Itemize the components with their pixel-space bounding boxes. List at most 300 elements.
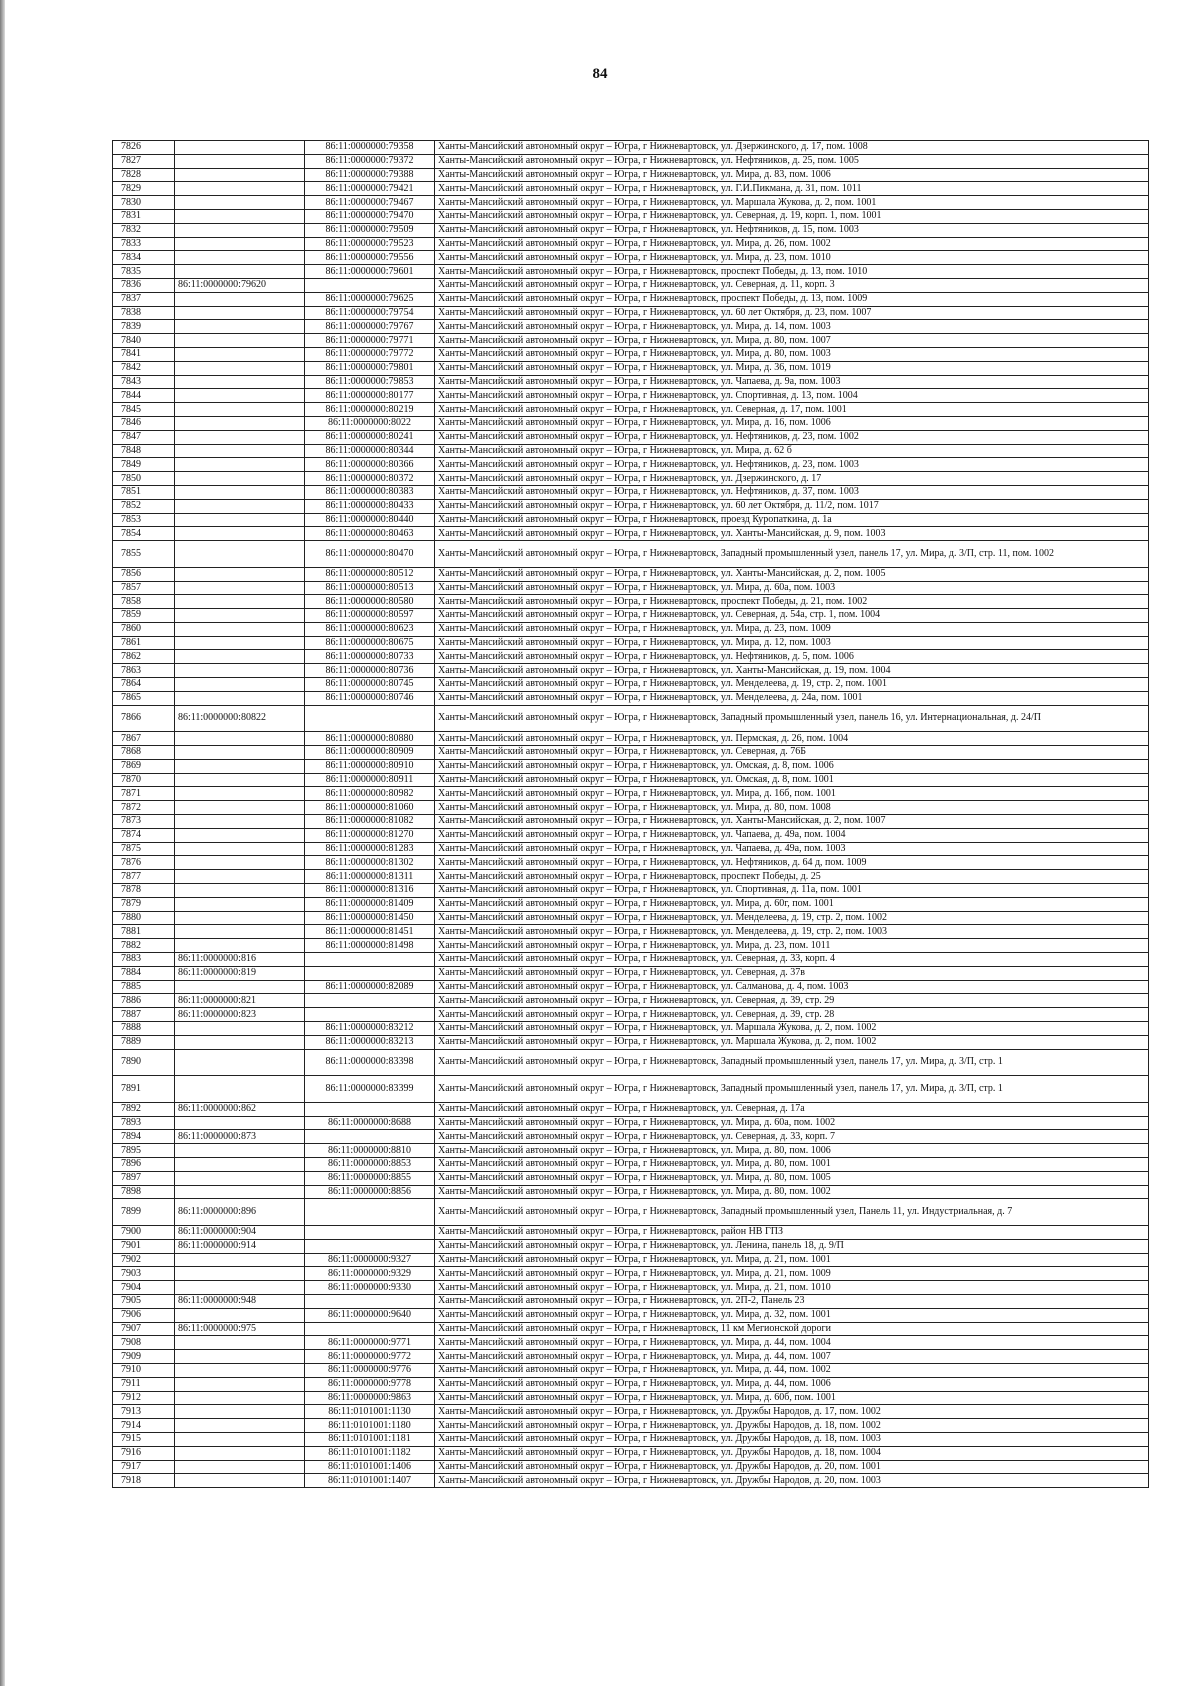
cadastral-number-2-cell: 86:11:0000000:80623 [305,622,435,636]
row-number-cell: 7897 [113,1171,175,1185]
address-cell: Ханты-Мансийский автономный округ – Югра, г Нижневартовск, Западный промышленный узел, панель 17, ул. Мира, д. 3/П, стр. 1 [435,1049,1149,1076]
row-number-cell: 7904 [113,1281,175,1295]
address-cell: Ханты-Мансийский автономный округ – Югра, г Нижневартовск, ул. Северная, д. 76Б [435,746,1149,760]
row-number-cell: 7878 [113,884,175,898]
cadastral-number-2-cell: 86:11:0000000:79767 [305,320,435,334]
cadastral-number-1-cell [175,403,305,417]
table-row [113,705,1149,732]
address-cell: Ханты-Мансийский автономный округ – Югра, г Нижневартовск, Западный промышленный узел, Панель 11, ул. Индустриальная, д. 7 [435,1199,1149,1226]
cadastral-number-2-cell [305,994,435,1008]
row-number-cell: 7899 [113,1199,175,1226]
cadastral-number-1-cell [175,1460,305,1474]
row-number-cell: 7911 [113,1377,175,1391]
cadastral-number-2-cell: 86:11:0000000:81060 [305,801,435,815]
address-cell: Ханты-Мансийский автономный округ – Югра, г Нижневартовск, ул. Мира, д. 16б, пом. 1001 [435,787,1149,801]
cadastral-number-2-cell: 86:11:0000000:81311 [305,870,435,884]
address-cell: Ханты-Мансийский автономный округ – Югра, г Нижневартовск, ул. Мира, д. 16, пом. 1006 [435,416,1149,430]
row-number-cell: 7871 [113,787,175,801]
table-row [113,664,1149,678]
table-row [113,306,1149,320]
cadastral-number-1-cell [175,1432,305,1446]
cadastral-number-1-cell [175,1185,305,1199]
cadastral-number-2-cell [305,705,435,732]
table-row [113,1102,1149,1116]
table-row [113,609,1149,623]
cadastral-number-1-cell [175,196,305,210]
table-row [113,773,1149,787]
table-row [113,430,1149,444]
row-number-cell: 7895 [113,1144,175,1158]
row-number-cell: 7869 [113,759,175,773]
row-number-cell: 7863 [113,664,175,678]
cadastral-number-1-cell [175,1474,305,1488]
row-number-cell: 7860 [113,622,175,636]
row-number-cell: 7898 [113,1185,175,1199]
cadastral-number-1-cell: 86:11:0000000:975 [175,1322,305,1336]
row-number-cell: 7917 [113,1460,175,1474]
table-row [113,1199,1149,1226]
cadastral-number-1-cell [175,1022,305,1036]
cadastral-number-1-cell [175,1308,305,1322]
cadastral-number-2-cell: 86:11:0000000:81270 [305,828,435,842]
address-cell: Ханты-Мансийский автономный округ – Югра, г Нижневартовск, ул. Ханты-Мансийская, д. 9, пом. 1003 [435,527,1149,541]
row-number-cell: 7842 [113,361,175,375]
table-row [113,334,1149,348]
cadastral-number-1-cell [175,168,305,182]
cadastral-number-1-cell [175,513,305,527]
cadastral-number-1-cell [175,911,305,925]
address-cell: Ханты-Мансийский автономный округ – Югра, г Нижневартовск, ул. Мира, д. 80, пом. 1006 [435,1144,1149,1158]
row-number-cell: 7850 [113,472,175,486]
cadastral-number-2-cell: 86:11:0000000:80733 [305,650,435,664]
cadastral-number-1-cell [175,541,305,568]
address-cell: Ханты-Мансийский автономный округ – Югра, г Нижневартовск, проспект Победы, д. 13, пом. 1010 [435,265,1149,279]
table-row [113,444,1149,458]
cadastral-number-2-cell [305,953,435,967]
row-number-cell: 7876 [113,856,175,870]
cadastral-number-1-cell [175,828,305,842]
address-cell: Ханты-Мансийский автономный округ – Югра, г Нижневартовск, Западный промышленный узел, панель 16, ул. Интернациональная, д. 24/П [435,705,1149,732]
row-number-cell: 7900 [113,1225,175,1239]
address-cell: Ханты-Мансийский автономный округ – Югра, г Нижневартовск, ул. Нефтяников, д. 37, пом. 1003 [435,485,1149,499]
cadastral-number-2-cell: 86:11:0000000:9640 [305,1308,435,1322]
row-number-cell: 7874 [113,828,175,842]
row-number-cell: 7866 [113,705,175,732]
address-cell: Ханты-Мансийский автономный округ – Югра, г Нижневартовск, ул. Г.И.Пикмана, д. 31, пом. 1011 [435,182,1149,196]
cadastral-number-2-cell: 86:11:0000000:80241 [305,430,435,444]
cadastral-number-2-cell: 86:11:0000000:81316 [305,884,435,898]
row-number-cell: 7859 [113,609,175,623]
table-row [113,1267,1149,1281]
address-cell: Ханты-Мансийский автономный округ – Югра, г Нижневартовск, ул. Мира, д. 36, пом. 1019 [435,361,1149,375]
row-number-cell: 7870 [113,773,175,787]
address-cell: Ханты-Мансийский автономный округ – Югра, г Нижневартовск, ул. Нефтяников, д. 64 д, пом. 1009 [435,856,1149,870]
table-row [113,265,1149,279]
address-cell: Ханты-Мансийский автономный округ – Югра, г Нижневартовск, ул. Северная, д. 33, корп. 4 [435,953,1149,967]
address-cell: Ханты-Мансийский автономный округ – Югра, г Нижневартовск, ул. Северная, д. 17, пом. 1001 [435,403,1149,417]
cadastral-number-1-cell [175,154,305,168]
cadastral-number-2-cell: 86:11:0000000:79523 [305,237,435,251]
address-cell: Ханты-Мансийский автономный округ – Югра, г Нижневартовск, ул. Мира, д. 21, пом. 1001 [435,1253,1149,1267]
table-row [113,1377,1149,1391]
row-number-cell: 7896 [113,1157,175,1171]
address-cell: Ханты-Мансийский автономный округ – Югра, г Нижневартовск, ул. Мира, д. 80, пом. 1003 [435,347,1149,361]
address-cell: Ханты-Мансийский автономный округ – Югра, г Нижневартовск, ул. Дзержинского, д. 17, пом. 1008 [435,141,1149,155]
cadastral-number-1-cell [175,1116,305,1130]
table-row [113,154,1149,168]
cadastral-number-1-cell [175,1035,305,1049]
cadastral-number-1-cell: 86:11:0000000:821 [175,994,305,1008]
table-row [113,1157,1149,1171]
table-row [113,1432,1149,1446]
cadastral-number-2-cell: 86:11:0000000:80219 [305,403,435,417]
cadastral-number-2-cell: 86:11:0000000:83213 [305,1035,435,1049]
table-row [113,953,1149,967]
address-cell: Ханты-Мансийский автономный округ – Югра, г Нижневартовск, ул. Мира, д. 62 б [435,444,1149,458]
cadastral-number-1-cell [175,622,305,636]
cadastral-number-2-cell: 86:11:0000000:79771 [305,334,435,348]
table-row [113,815,1149,829]
cadastral-number-1-cell: 86:11:0000000:823 [175,1008,305,1022]
address-cell: Ханты-Мансийский автономный округ – Югра, г Нижневартовск, ул. Мира, д. 32, пом. 1001 [435,1308,1149,1322]
address-cell: Ханты-Мансийский автономный округ – Югра, г Нижневартовск, ул. Мира, д. 80, пом. 1005 [435,1171,1149,1185]
table-row [113,1171,1149,1185]
address-cell: Ханты-Мансийский автономный округ – Югра, г Нижневартовск, ул. Мира, д. 83, пом. 1006 [435,168,1149,182]
row-number-cell: 7914 [113,1419,175,1433]
table-row [113,1035,1149,1049]
address-cell: Ханты-Мансийский автономный округ – Югра, г Нижневартовск, проспект Победы, д. 21, пом. 1002 [435,595,1149,609]
table-row [113,1446,1149,1460]
address-cell: Ханты-Мансийский автономный округ – Югра, г Нижневартовск, ул. Маршала Жукова, д. 2, пом. 1002 [435,1035,1149,1049]
cadastral-number-1-cell [175,595,305,609]
cadastral-number-1-cell [175,499,305,513]
cadastral-number-1-cell [175,746,305,760]
cadastral-number-1-cell [175,292,305,306]
cadastral-number-1-cell [175,1267,305,1281]
cadastral-number-2-cell: 86:11:0000000:80580 [305,595,435,609]
table-row [113,746,1149,760]
address-cell: Ханты-Мансийский автономный округ – Югра, г Нижневартовск, ул. Мира, д. 44, пом. 1002 [435,1363,1149,1377]
table-row [113,1116,1149,1130]
address-cell: Ханты-Мансийский автономный округ – Югра, г Нижневартовск, ул. Дружбы Народов, д. 18, пом. 1004 [435,1446,1149,1460]
address-cell: Ханты-Мансийский автономный округ – Югра, г Нижневартовск, ул. Ханты-Мансийская, д. 2, пом. 1005 [435,567,1149,581]
cadastral-number-1-cell: 86:11:0000000:948 [175,1294,305,1308]
cadastral-number-1-cell [175,527,305,541]
table-row [113,595,1149,609]
cadastral-number-1-cell [175,1076,305,1103]
row-number-cell: 7845 [113,403,175,417]
address-cell: Ханты-Мансийский автономный округ – Югра, г Нижневартовск, Западный промышленный узел, панель 17, ул. Мира, д. 3/П, стр. 1 [435,1076,1149,1103]
cadastral-number-1-cell [175,1144,305,1158]
cadastral-number-2-cell: 86:11:0000000:80372 [305,472,435,486]
cadastral-number-1-cell [175,856,305,870]
cadastral-number-1-cell [175,1157,305,1171]
address-cell: Ханты-Мансийский автономный округ – Югра, г Нижневартовск, ул. Мира, д. 60а, пом. 1003 [435,581,1149,595]
table-row [113,787,1149,801]
cadastral-number-2-cell [305,1130,435,1144]
cadastral-number-1-cell [175,870,305,884]
row-number-cell: 7903 [113,1267,175,1281]
table-row [113,1076,1149,1103]
address-cell: Ханты-Мансийский автономный округ – Югра, г Нижневартовск, ул. 60 лет Октября, д. 11/2, пом. 1017 [435,499,1149,513]
cadastral-number-2-cell: 86:11:0000000:9863 [305,1391,435,1405]
row-number-cell: 7848 [113,444,175,458]
row-number-cell: 7881 [113,925,175,939]
cadastral-number-2-cell: 86:11:0000000:81450 [305,911,435,925]
cadastral-number-2-cell: 86:11:0000000:81409 [305,897,435,911]
address-cell: Ханты-Мансийский автономный округ – Югра, г Нижневартовск, ул. Нефтяников, д. 23, пом. 1003 [435,458,1149,472]
registry-table-body [113,141,1149,1488]
cadastral-number-1-cell [175,1253,305,1267]
address-cell: Ханты-Мансийский автономный округ – Югра, г Нижневартовск, ул. Дружбы Народов, д. 18, пом. 1003 [435,1432,1149,1446]
table-row [113,223,1149,237]
row-number-cell: 7906 [113,1308,175,1322]
cadastral-number-2-cell: 86:11:0000000:79509 [305,223,435,237]
cadastral-number-2-cell: 86:11:0000000:80736 [305,664,435,678]
address-cell: Ханты-Мансийский автономный округ – Югра, г Нижневартовск, ул. Мира, д. 26, пом. 1002 [435,237,1149,251]
cadastral-number-2-cell [305,1102,435,1116]
cadastral-number-1-cell [175,636,305,650]
cadastral-number-1-cell [175,691,305,705]
cadastral-number-2-cell: 86:11:0000000:8022 [305,416,435,430]
row-number-cell: 7883 [113,953,175,967]
cadastral-number-1-cell [175,1446,305,1460]
address-cell: Ханты-Мансийский автономный округ – Югра, г Нижневартовск, ул. Северная, д. 54а, стр. 1, пом. 1004 [435,609,1149,623]
address-cell: Ханты-Мансийский автономный округ – Югра, г Нижневартовск, ул. Северная, д. 17а [435,1102,1149,1116]
cadastral-number-2-cell: 86:11:0000000:79801 [305,361,435,375]
row-number-cell: 7832 [113,223,175,237]
table-row [113,1308,1149,1322]
row-number-cell: 7826 [113,141,175,155]
cadastral-number-1-cell [175,815,305,829]
cadastral-number-1-cell: 86:11:0000000:873 [175,1130,305,1144]
address-cell: Ханты-Мансийский автономный округ – Югра, г Нижневартовск, ул. Менделеева, д. 19, стр. 2, пом. 1002 [435,911,1149,925]
row-number-cell: 7844 [113,389,175,403]
cadastral-number-2-cell: 86:11:0000000:9771 [305,1336,435,1350]
row-number-cell: 7830 [113,196,175,210]
address-cell: Ханты-Мансийский автономный округ – Югра, г Нижневартовск, ул. Дружбы Народов, д. 17, пом. 1002 [435,1405,1149,1419]
address-cell: Ханты-Мансийский автономный округ – Югра, г Нижневартовск, ул. Северная, д. 37в [435,966,1149,980]
cadastral-number-1-cell [175,787,305,801]
cadastral-number-2-cell: 86:11:0000000:81498 [305,939,435,953]
table-row [113,1144,1149,1158]
address-cell: Ханты-Мансийский автономный округ – Югра, г Нижневартовск, ул. Мира, д. 60б, пом. 1001 [435,1391,1149,1405]
address-cell: Ханты-Мансийский автономный округ – Югра, г Нижневартовск, ул. Мира, д. 23, пом. 1011 [435,939,1149,953]
row-number-cell: 7892 [113,1102,175,1116]
cadastral-number-1-cell [175,884,305,898]
cadastral-number-2-cell: 86:11:0000000:80745 [305,678,435,692]
cadastral-number-1-cell: 86:11:0000000:79620 [175,278,305,292]
table-row [113,842,1149,856]
cadastral-number-1-cell [175,842,305,856]
table-row [113,1391,1149,1405]
row-number-cell: 7910 [113,1363,175,1377]
table-row [113,416,1149,430]
table-row [113,1022,1149,1036]
cadastral-number-1-cell [175,980,305,994]
cadastral-number-2-cell: 86:11:0000000:79372 [305,154,435,168]
row-number-cell: 7858 [113,595,175,609]
cadastral-number-1-cell [175,759,305,773]
table-row [113,1405,1149,1419]
cadastral-number-1-cell [175,485,305,499]
row-number-cell: 7862 [113,650,175,664]
table-row [113,691,1149,705]
table-row [113,1130,1149,1144]
row-number-cell: 7894 [113,1130,175,1144]
row-number-cell: 7856 [113,567,175,581]
cadastral-number-2-cell [305,1225,435,1239]
cadastral-number-1-cell [175,650,305,664]
table-row [113,1049,1149,1076]
cadastral-number-1-cell [175,581,305,595]
table-row [113,966,1149,980]
cadastral-number-2-cell: 86:11:0000000:80512 [305,567,435,581]
address-cell: Ханты-Мансийский автономный округ – Югра, г Нижневартовск, ул. Северная, д. 39, стр. 28 [435,1008,1149,1022]
cadastral-number-2-cell: 86:11:0000000:79556 [305,251,435,265]
cadastral-number-2-cell: 86:11:0000000:80470 [305,541,435,568]
table-row [113,182,1149,196]
cadastral-number-1-cell [175,237,305,251]
address-cell: Ханты-Мансийский автономный округ – Югра, г Нижневартовск, ул. Нефтяников, д. 25, пом. 1005 [435,154,1149,168]
cadastral-number-2-cell [305,1199,435,1226]
address-cell: Ханты-Мансийский автономный округ – Югра, г Нижневартовск, ул. Нефтяников, д. 5, пом. 1006 [435,650,1149,664]
row-number-cell: 7855 [113,541,175,568]
address-cell: Ханты-Мансийский автономный округ – Югра, г Нижневартовск, Западный промышленный узел, панель 17, ул. Мира, д. 3/П, стр. 11, пом. 1002 [435,541,1149,568]
row-number-cell: 7849 [113,458,175,472]
cadastral-number-2-cell: 86:11:0000000:81082 [305,815,435,829]
cadastral-number-1-cell [175,141,305,155]
cadastral-number-1-cell [175,306,305,320]
address-cell: Ханты-Мансийский автономный округ – Югра, г Нижневартовск, ул. Ханты-Мансийская, д. 2, пом. 1007 [435,815,1149,829]
row-number-cell: 7865 [113,691,175,705]
row-number-cell: 7837 [113,292,175,306]
table-row [113,1336,1149,1350]
cadastral-number-1-cell [175,430,305,444]
table-row [113,347,1149,361]
row-number-cell: 7841 [113,347,175,361]
table-row [113,650,1149,664]
row-number-cell: 7901 [113,1239,175,1253]
cadastral-number-1-cell [175,1336,305,1350]
row-number-cell: 7867 [113,732,175,746]
address-cell: Ханты-Мансийский автономный округ – Югра, г Нижневартовск, ул. Мира, д. 21, пом. 1010 [435,1281,1149,1295]
scan-edge-shadow [0,0,5,1686]
cadastral-number-2-cell: 86:11:0000000:79388 [305,168,435,182]
table-row [113,856,1149,870]
cadastral-number-2-cell: 86:11:0000000:79754 [305,306,435,320]
cadastral-number-1-cell [175,664,305,678]
row-number-cell: 7889 [113,1035,175,1049]
row-number-cell: 7884 [113,966,175,980]
page-number: 84 [592,66,608,82]
table-row [113,1350,1149,1364]
row-number-cell: 7857 [113,581,175,595]
address-cell: Ханты-Мансийский автономный округ – Югра, г Нижневартовск, ул. Ханты-Мансийская, д. 19, пом. 1004 [435,664,1149,678]
cadastral-number-2-cell: 86:11:0000000:80597 [305,609,435,623]
table-row [113,622,1149,636]
address-cell: Ханты-Мансийский автономный округ – Югра, г Нижневартовск, ул. Дзержинского, д. 17 [435,472,1149,486]
cadastral-number-2-cell [305,278,435,292]
cadastral-number-2-cell: 86:11:0000000:8853 [305,1157,435,1171]
cadastral-number-1-cell [175,1391,305,1405]
cadastral-number-1-cell [175,939,305,953]
table-row [113,925,1149,939]
cadastral-number-1-cell [175,251,305,265]
row-number-cell: 7853 [113,513,175,527]
cadastral-number-1-cell [175,265,305,279]
table-row [113,485,1149,499]
row-number-cell: 7913 [113,1405,175,1419]
row-number-cell: 7854 [113,527,175,541]
table-row [113,870,1149,884]
table-row [113,389,1149,403]
address-cell: Ханты-Мансийский автономный округ – Югра, г Нижневартовск, ул. Чапаева, д. 49а, пом. 1004 [435,828,1149,842]
row-number-cell: 7864 [113,678,175,692]
cadastral-number-2-cell: 86:11:0000000:81451 [305,925,435,939]
cadastral-number-2-cell: 86:11:0000000:79358 [305,141,435,155]
table-row [113,513,1149,527]
table-row [113,801,1149,815]
row-number-cell: 7831 [113,209,175,223]
address-cell: Ханты-Мансийский автономный округ – Югра, г Нижневартовск, проспект Победы, д. 25 [435,870,1149,884]
cadastral-number-1-cell [175,416,305,430]
table-row [113,1363,1149,1377]
cadastral-number-2-cell: 86:11:0000000:9772 [305,1350,435,1364]
row-number-cell: 7851 [113,485,175,499]
row-number-cell: 7888 [113,1022,175,1036]
cadastral-number-1-cell [175,1363,305,1377]
table-row [113,141,1149,155]
address-cell: Ханты-Мансийский автономный округ – Югра, г Нижневартовск, ул. Салманова, д. 4, пом. 1003 [435,980,1149,994]
cadastral-number-2-cell: 86:11:0000000:80344 [305,444,435,458]
cadastral-number-2-cell: 86:11:0000000:79601 [305,265,435,279]
cadastral-number-2-cell [305,1008,435,1022]
row-number-cell: 7891 [113,1076,175,1103]
row-number-cell: 7847 [113,430,175,444]
row-number-cell: 7916 [113,1446,175,1460]
address-cell: Ханты-Мансийский автономный округ – Югра, г Нижневартовск, ул. Мира, д. 80, пом. 1008 [435,801,1149,815]
cadastral-number-2-cell: 86:11:0000000:9329 [305,1267,435,1281]
table-row [113,1294,1149,1308]
cadastral-number-1-cell [175,1419,305,1433]
cadastral-number-2-cell: 86:11:0000000:80383 [305,485,435,499]
registry-table [112,140,1149,1488]
cadastral-number-2-cell: 86:11:0000000:83399 [305,1076,435,1103]
table-row [113,1225,1149,1239]
table-row [113,1239,1149,1253]
table-row [113,458,1149,472]
table-row [113,759,1149,773]
address-cell: Ханты-Мансийский автономный округ – Югра, г Нижневартовск, ул. Дружбы Народов, д. 20, пом. 1001 [435,1460,1149,1474]
address-cell: Ханты-Мансийский автономный округ – Югра, г Нижневартовск, ул. Пермская, д. 26, пом. 1004 [435,732,1149,746]
address-cell: Ханты-Мансийский автономный округ – Югра, г Нижневартовск, проезд Куропаткина, д. 1а [435,513,1149,527]
row-number-cell: 7834 [113,251,175,265]
address-cell: Ханты-Мансийский автономный округ – Югра, г Нижневартовск, ул. Мира, д. 12, пом. 1003 [435,636,1149,650]
row-number-cell: 7880 [113,911,175,925]
cadastral-number-2-cell: 86:11:0000000:80675 [305,636,435,650]
row-number-cell: 7839 [113,320,175,334]
address-cell: Ханты-Мансийский автономный округ – Югра, г Нижневартовск, ул. Дружбы Народов, д. 20, пом. 1003 [435,1474,1149,1488]
address-cell: Ханты-Мансийский автономный округ – Югра, г Нижневартовск, ул. Мира, д. 44, пом. 1007 [435,1350,1149,1364]
address-cell: Ханты-Мансийский автономный округ – Югра, г Нижневартовск, ул. 2П-2, Панель 23 [435,1294,1149,1308]
address-cell: Ханты-Мансийский автономный округ – Югра, г Нижневартовск, проспект Победы, д. 13, пом. 1009 [435,292,1149,306]
row-number-cell: 7909 [113,1350,175,1364]
table-row [113,939,1149,953]
table-row [113,168,1149,182]
address-cell: Ханты-Мансийский автономный округ – Югра, г Нижневартовск, район НВ ГПЗ [435,1225,1149,1239]
cadastral-number-2-cell: 86:11:0000000:81283 [305,842,435,856]
